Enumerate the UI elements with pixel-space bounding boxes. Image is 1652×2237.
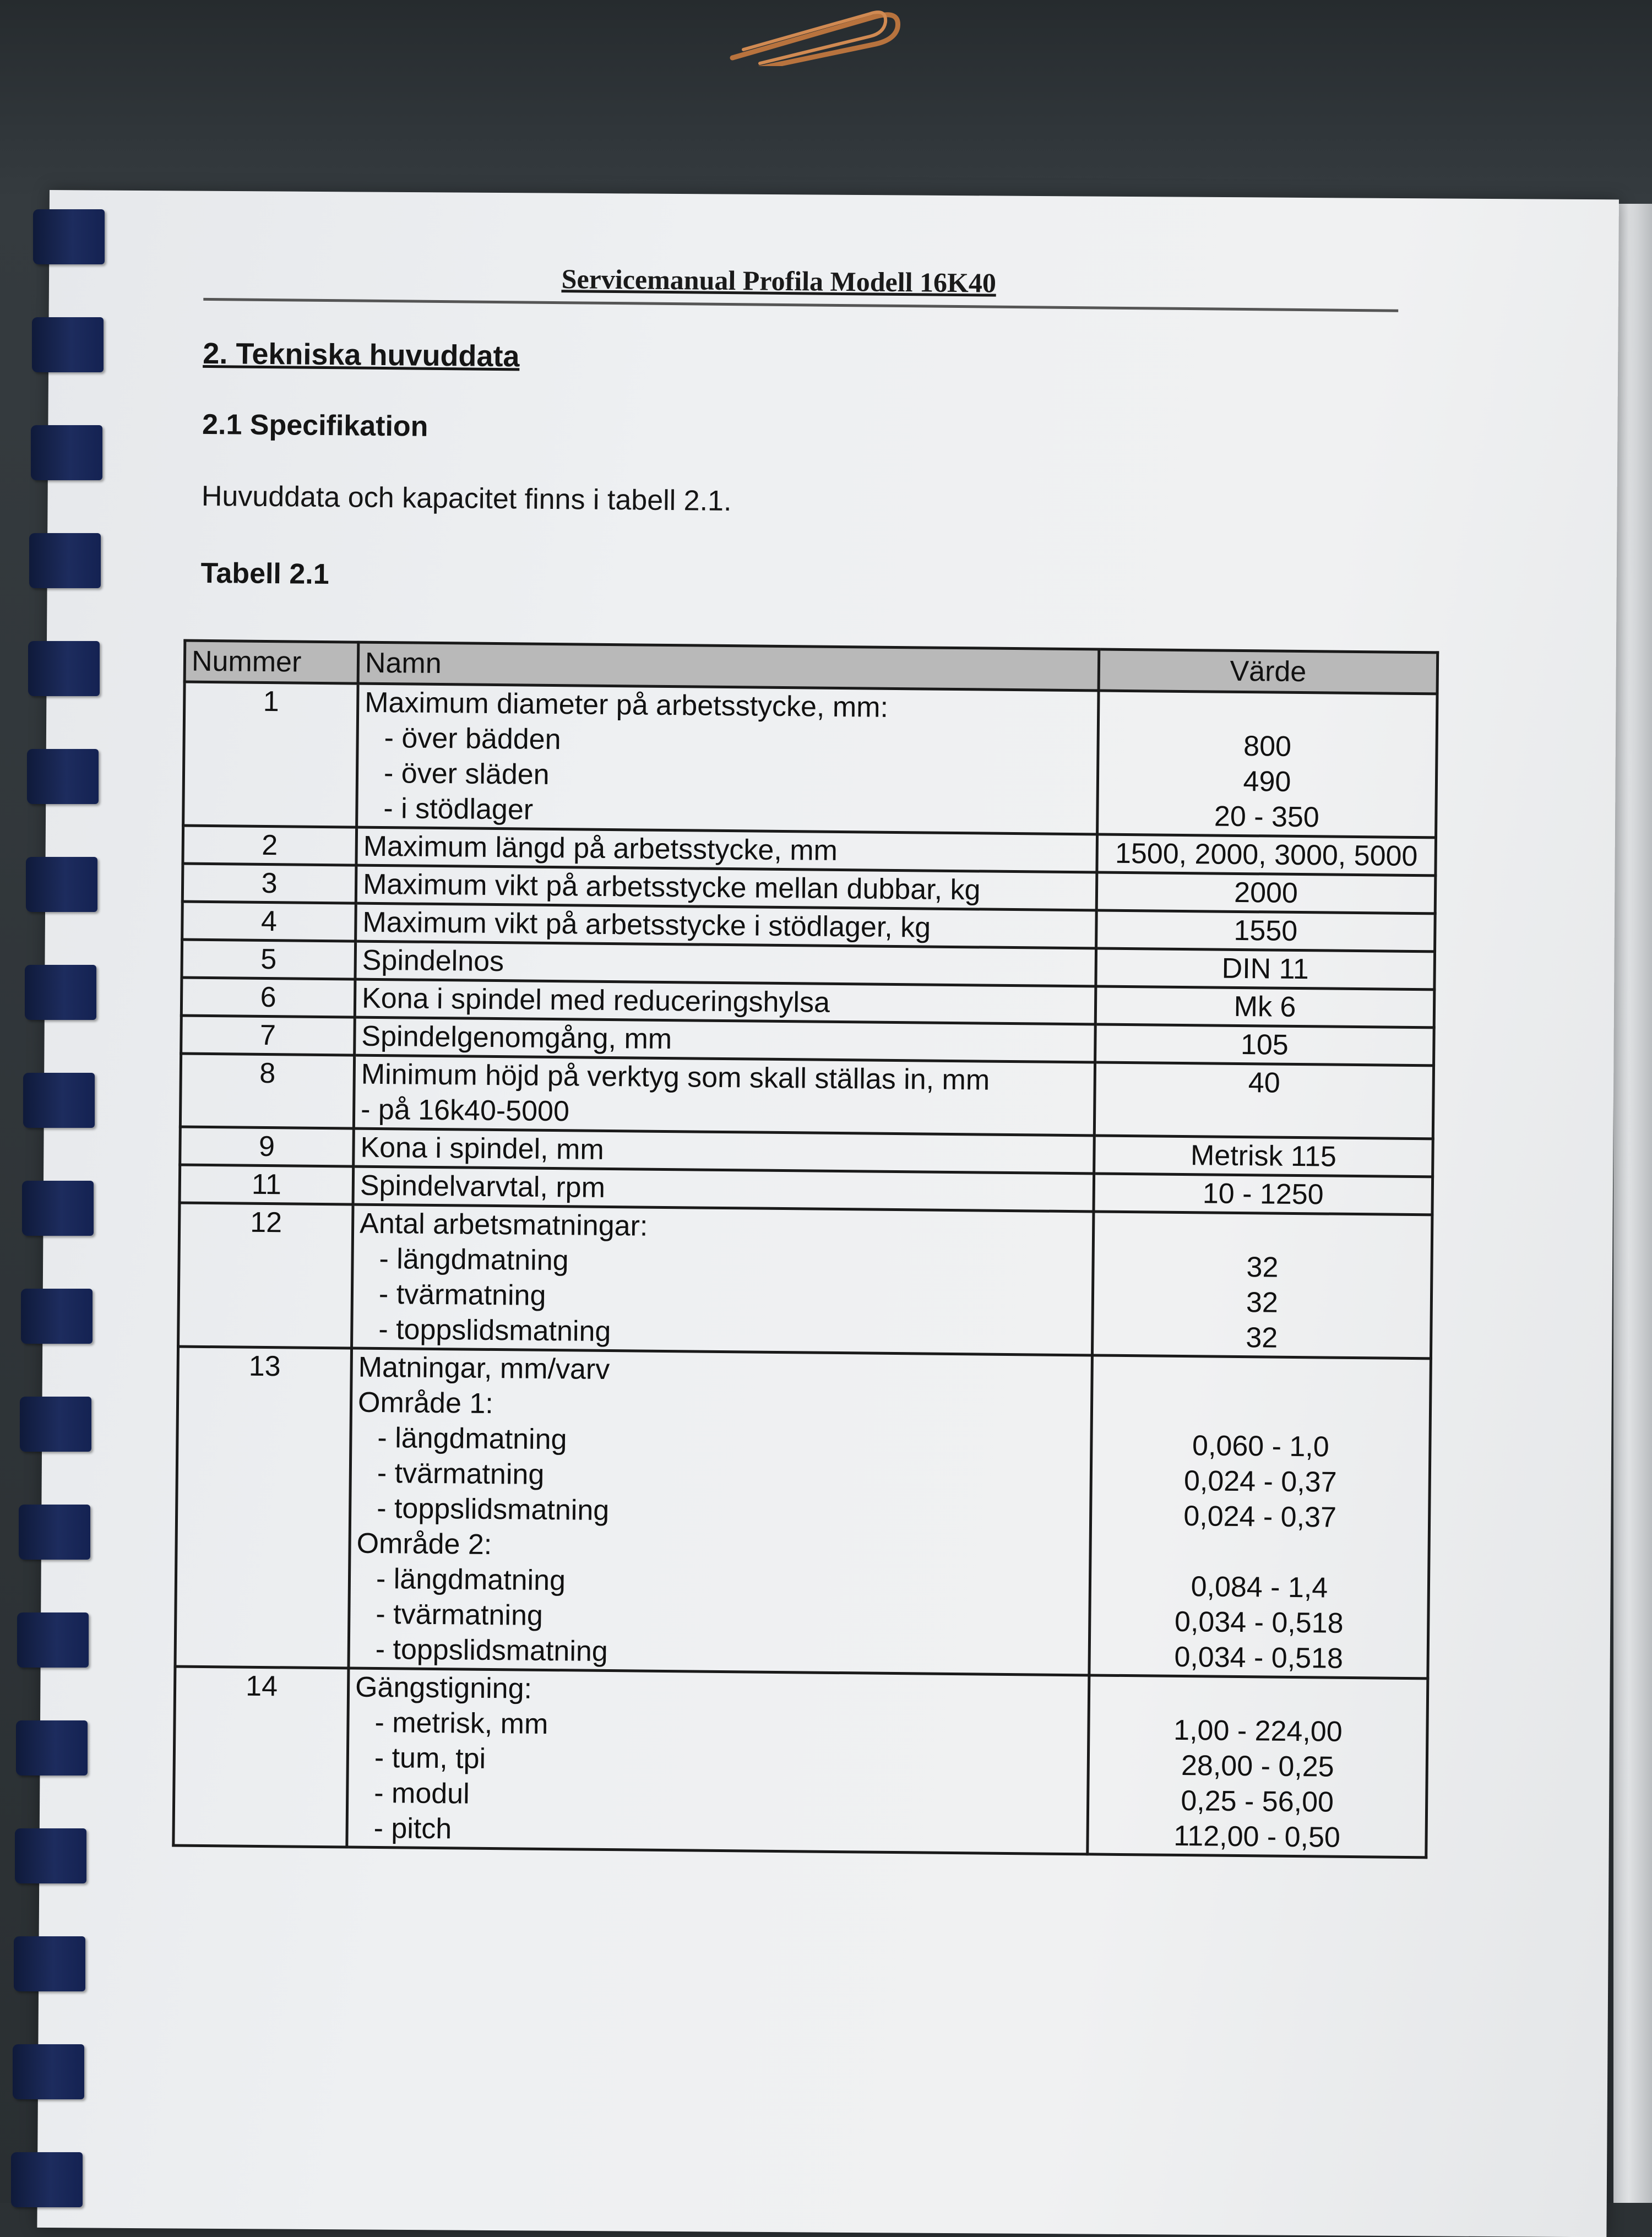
row-number: 2 xyxy=(183,826,357,865)
row-value-line xyxy=(1105,692,1431,731)
table-row xyxy=(180,1054,1433,1139)
row-name-line: Spindelvarvtal, rpm xyxy=(360,1169,606,1204)
row-name-line: - toppslidsmatning xyxy=(376,1492,610,1527)
row-value xyxy=(1094,1062,1433,1139)
row-name-line: Maximum vikt på arbetsstycke i stödlager, kg xyxy=(362,906,931,944)
table-row xyxy=(175,1346,1431,1679)
row-value-line: Metrisk 115 xyxy=(1190,1139,1337,1173)
binding-ring xyxy=(15,1828,86,1883)
row-value-line: 0,25 - 56,00 xyxy=(1181,1785,1334,1818)
binding-ring xyxy=(17,1612,89,1668)
binding-ring xyxy=(33,209,105,264)
row-name-line: - över bädden xyxy=(384,722,561,756)
row-number: 7 xyxy=(181,1016,355,1055)
row-value-line: 1,00 - 224,00 xyxy=(1173,1714,1343,1748)
row-value xyxy=(1096,948,1435,990)
row-name-line: - tvärmatning xyxy=(377,1457,545,1491)
row-value xyxy=(1096,872,1436,914)
row-value-line: 112,00 - 0,50 xyxy=(1173,1820,1341,1854)
row-value-line: 0,024 - 0,37 xyxy=(1183,1500,1337,1534)
binding-ring xyxy=(29,533,101,588)
row-name xyxy=(357,683,1099,834)
header-name: Namn xyxy=(358,642,1099,691)
table-caption: Tabell 2.1 xyxy=(200,557,329,591)
spiral-binding xyxy=(0,209,110,2203)
subsection-title: 2.1 Specifikation xyxy=(202,408,428,443)
row-name-line: Minimum höjd på verktyg som skall ställas in, mm xyxy=(361,1058,990,1096)
row-name-line: Gängstigning: xyxy=(355,1671,532,1705)
row-name-line: Maximum vikt på arbetsstycke mellan dubbar, kg xyxy=(362,868,981,906)
binding-ring xyxy=(11,2152,83,2207)
row-value-line xyxy=(1096,1677,1421,1715)
row-value-line: 105 xyxy=(1240,1029,1289,1061)
row-value-line: 32 xyxy=(1246,1251,1279,1284)
row-value xyxy=(1095,1024,1434,1066)
row-value xyxy=(1088,1675,1428,1858)
row-value xyxy=(1095,986,1434,1028)
row-name-line: Kona i spindel med reduceringshylsa xyxy=(361,982,830,1019)
binding-ring xyxy=(20,1397,91,1452)
row-name-line: - tvärmatning xyxy=(378,1278,546,1312)
row-value-line: 2000 xyxy=(1233,876,1298,909)
row-value-line: 490 xyxy=(1243,765,1291,798)
row-number: 9 xyxy=(180,1127,354,1166)
header-value: Värde xyxy=(1099,649,1438,694)
row-value-line xyxy=(1099,1357,1424,1396)
row-name-line: - i stödlager xyxy=(383,792,534,826)
row-name-line: - längdmatning xyxy=(377,1421,567,1456)
row-number: 4 xyxy=(182,902,356,941)
row-number: 13 xyxy=(175,1346,352,1668)
row-name-line: Matningar, mm/varv xyxy=(358,1351,610,1386)
row-name xyxy=(356,827,1097,872)
intro-text: Huvuddata och kapacitet finns i tabell 2.1. xyxy=(201,480,732,518)
table-body xyxy=(173,682,1437,1858)
row-number: 11 xyxy=(180,1165,354,1204)
row-value-line: 1500, 2000, 3000, 5000 xyxy=(1115,837,1418,873)
row-value-line: 0,084 - 1,4 xyxy=(1191,1571,1328,1604)
row-name-line: - längdmatning xyxy=(379,1243,569,1277)
row-name-line: Spindelgenomgång, mm xyxy=(361,1020,672,1056)
row-name-line: Maximum längd på arbetsstycke, mm xyxy=(363,830,838,867)
binding-ring xyxy=(19,1505,90,1560)
binding-ring xyxy=(22,1181,94,1236)
row-value-line: 1550 xyxy=(1233,914,1298,947)
row-name xyxy=(356,865,1097,910)
row-value-line: 20 - 350 xyxy=(1214,800,1320,834)
row-name-line: Område 2: xyxy=(356,1527,492,1561)
paperclip-icon xyxy=(710,6,909,66)
row-value-line: 28,00 - 0,25 xyxy=(1181,1750,1334,1783)
row-name xyxy=(353,1166,1094,1212)
row-value-line: 0,034 - 0,518 xyxy=(1174,1641,1344,1675)
row-name-line: - på 16k40-5000 xyxy=(360,1093,570,1128)
row-name xyxy=(354,1128,1095,1174)
binding-ring xyxy=(28,641,100,696)
row-name-line: - över släden xyxy=(383,757,550,791)
row-number: 1 xyxy=(183,682,358,827)
row-value-line: 0,024 - 0,37 xyxy=(1183,1465,1337,1498)
row-name xyxy=(349,1348,1093,1675)
page-stack-edge xyxy=(1613,204,1652,2203)
binding-ring xyxy=(16,1720,88,1776)
row-value-line: 800 xyxy=(1243,730,1292,763)
row-name-line: Område 1: xyxy=(357,1386,494,1420)
row-value xyxy=(1096,910,1436,952)
row-value xyxy=(1089,1355,1431,1679)
binding-ring xyxy=(21,1289,93,1344)
row-name-line: - toppslidsmatning xyxy=(378,1313,611,1348)
row-name-line: Kona i spindel, mm xyxy=(360,1131,604,1166)
row-value-line: 40 xyxy=(1248,1067,1280,1099)
binding-ring xyxy=(14,1936,85,1991)
row-number: 5 xyxy=(182,940,356,979)
row-number: 8 xyxy=(180,1054,354,1128)
binding-ring xyxy=(13,2044,84,2099)
binding-ring xyxy=(26,857,97,912)
table-row xyxy=(178,1203,1432,1359)
row-name-line: - pitch xyxy=(373,1812,452,1845)
row-value-line: 32 xyxy=(1246,1286,1279,1319)
row-value-line: 0,060 - 1,0 xyxy=(1192,1430,1329,1463)
row-value-line xyxy=(1099,1392,1424,1431)
row-name xyxy=(356,903,1097,948)
binding-ring xyxy=(32,317,104,372)
row-value-line xyxy=(1101,1099,1427,1138)
table-row xyxy=(173,1666,1428,1858)
row-name xyxy=(355,1017,1096,1062)
row-name xyxy=(354,1055,1095,1136)
row-value-line xyxy=(1097,1533,1422,1572)
row-value xyxy=(1097,834,1436,876)
row-value xyxy=(1097,691,1437,838)
row-name-line: Antal arbetsmatningar: xyxy=(359,1207,648,1242)
row-value-line: 32 xyxy=(1246,1322,1278,1354)
spec-table xyxy=(172,639,1439,1859)
row-number: 3 xyxy=(182,864,356,903)
table-row xyxy=(183,682,1437,838)
row-value xyxy=(1092,1212,1432,1359)
row-value xyxy=(1094,1174,1433,1215)
row-name-line: - metrisk, mm xyxy=(374,1706,548,1740)
row-name-line: - toppslidsmatning xyxy=(375,1633,608,1668)
row-name-line: Maximum diameter på arbetsstycke, mm: xyxy=(365,686,889,724)
row-value-line xyxy=(1100,1213,1426,1252)
row-name-line: - tum, tpi xyxy=(374,1741,486,1775)
row-number: 14 xyxy=(173,1666,349,1847)
row-name xyxy=(355,979,1096,1024)
row-value-line: 10 - 1250 xyxy=(1202,1177,1324,1211)
row-number: 12 xyxy=(178,1203,353,1348)
row-name xyxy=(352,1204,1094,1355)
running-header: Servicemanual Profila Modell 16K40 xyxy=(561,263,997,298)
binding-ring xyxy=(27,749,99,804)
row-name xyxy=(347,1668,1089,1854)
row-value-line: Mk 6 xyxy=(1233,990,1296,1023)
row-name-line: - längdmatning xyxy=(376,1562,566,1597)
row-value-line: 0,034 - 0,518 xyxy=(1174,1605,1344,1639)
section-title: 2. Tekniska huvuddata xyxy=(203,336,520,373)
header-number: Nummer xyxy=(184,640,358,683)
binding-ring xyxy=(23,1073,95,1128)
row-value xyxy=(1094,1136,1433,1177)
row-name-line: - modul xyxy=(373,1777,470,1810)
row-number: 6 xyxy=(181,978,355,1017)
binding-ring xyxy=(31,425,102,480)
row-value-line: DIN 11 xyxy=(1221,952,1309,986)
row-name-line: - tvärmatning xyxy=(376,1598,544,1632)
row-name xyxy=(355,941,1096,986)
binding-ring xyxy=(25,965,96,1020)
row-name-line: Spindelnos xyxy=(362,944,504,978)
